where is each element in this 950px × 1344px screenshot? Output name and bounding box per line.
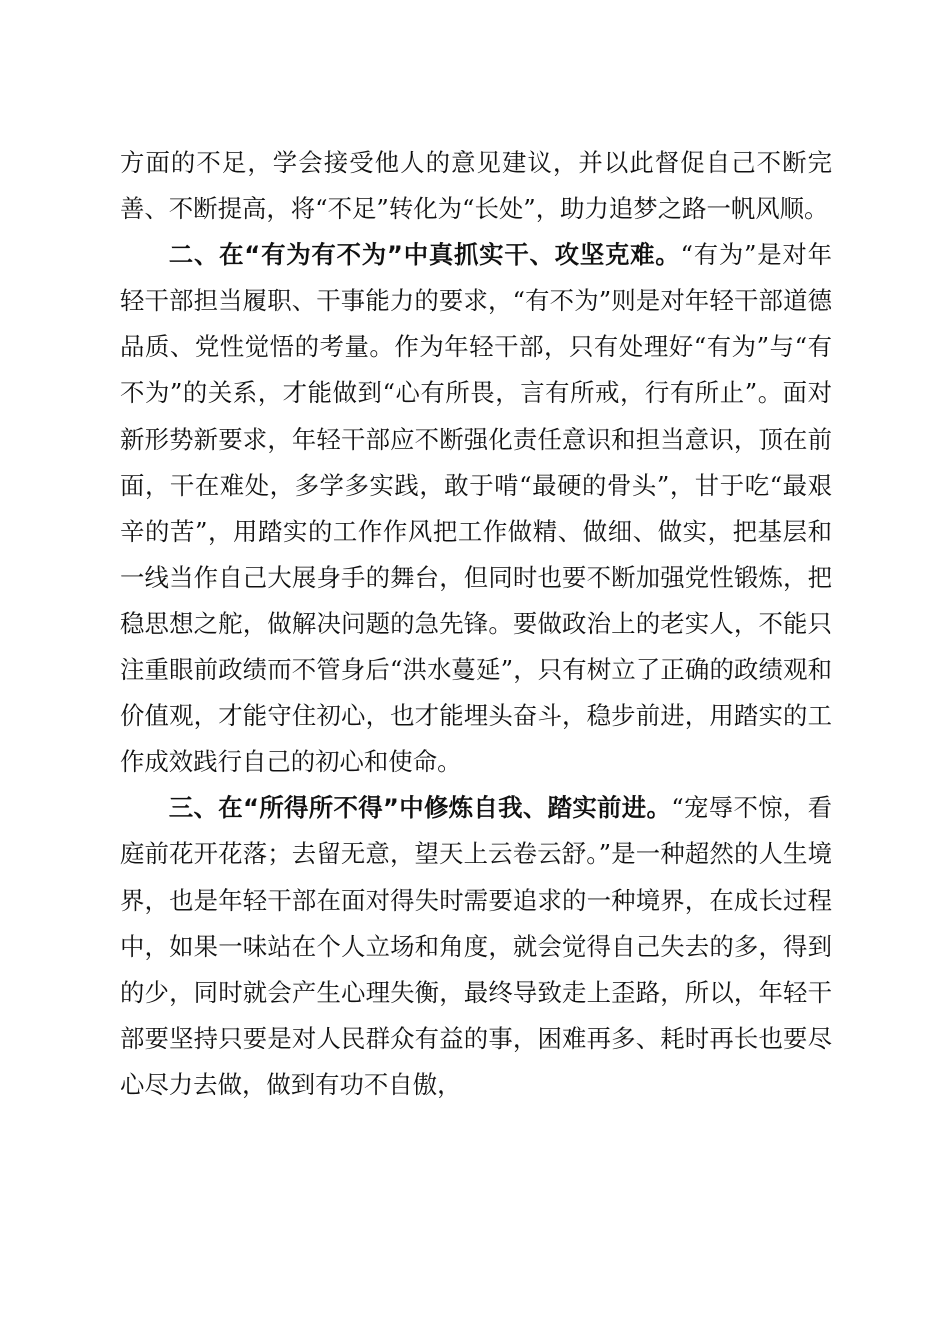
- paragraph-text: 方面的不足，学会接受他人的意见建议，并以此督促自己不断完善、不断提高，将“不足”转化为“长处”，助力追梦之路一帆风顺。: [120, 148, 832, 224]
- paragraph-section-three: [120, 785, 832, 1108]
- paragraph-section-two: [120, 232, 832, 785]
- paragraph-text: “有为”是对年轻干部担当履职、干事能力的要求，“有不为”则是对年轻干部道德品质、党性觉悟的考量。作为年轻干部，只有处理好“有为”与“有不为”的关系，才能做到“心有所畏，言有所戒，行有所止”。面对新形势新要求，年轻干部应不断强化责任意识和担当意识，顶在前面，干在难处，多学多实践，敢于啃“最硬的骨头”，甘于吃“最艰辛的苦”，用踏实的工作作风把工作做精、做细、做实，把基层和一线当作自己大展身手的舞台，但同时也要不断加强党性锻炼，把稳思想之舵，做解决问题的急先锋。要做政治上的老实人，不能只注重眼前政绩而不管身后“洪水蔓延”，只有树立了正确的政绩观和价值观，才能守住初心，也才能埋头奋斗，稳步前进，用踏实的工作成效践行自己的初心和使命。: [120, 240, 832, 777]
- section-heading-three: 三、在“所得所不得”中修炼自我、踏实前进。: [168, 793, 672, 823]
- paragraph-continuation: [120, 140, 832, 232]
- document-body: [120, 140, 832, 1108]
- section-heading-two: 二、在“有为有不为”中真抓实干、攻坚克难。: [168, 240, 681, 270]
- paragraph-text: “宠辱不惊，看庭前花开花落；去留无意，望天上云卷云舒。”是一种超然的人生境界，也是年轻干部在面对得失时需要追求的一种境界，在成长过程中，如果一味站在个人立场和角度，就会觉得自己失去的多，得到的少，同时就会产生心理失衡，最终导致走上歪路，所以，年轻干部要坚持只要是对人民群众有益的事，困难再多、耗时再长也要尽心尽力去做，做到有功不自傲，: [120, 793, 832, 1099]
